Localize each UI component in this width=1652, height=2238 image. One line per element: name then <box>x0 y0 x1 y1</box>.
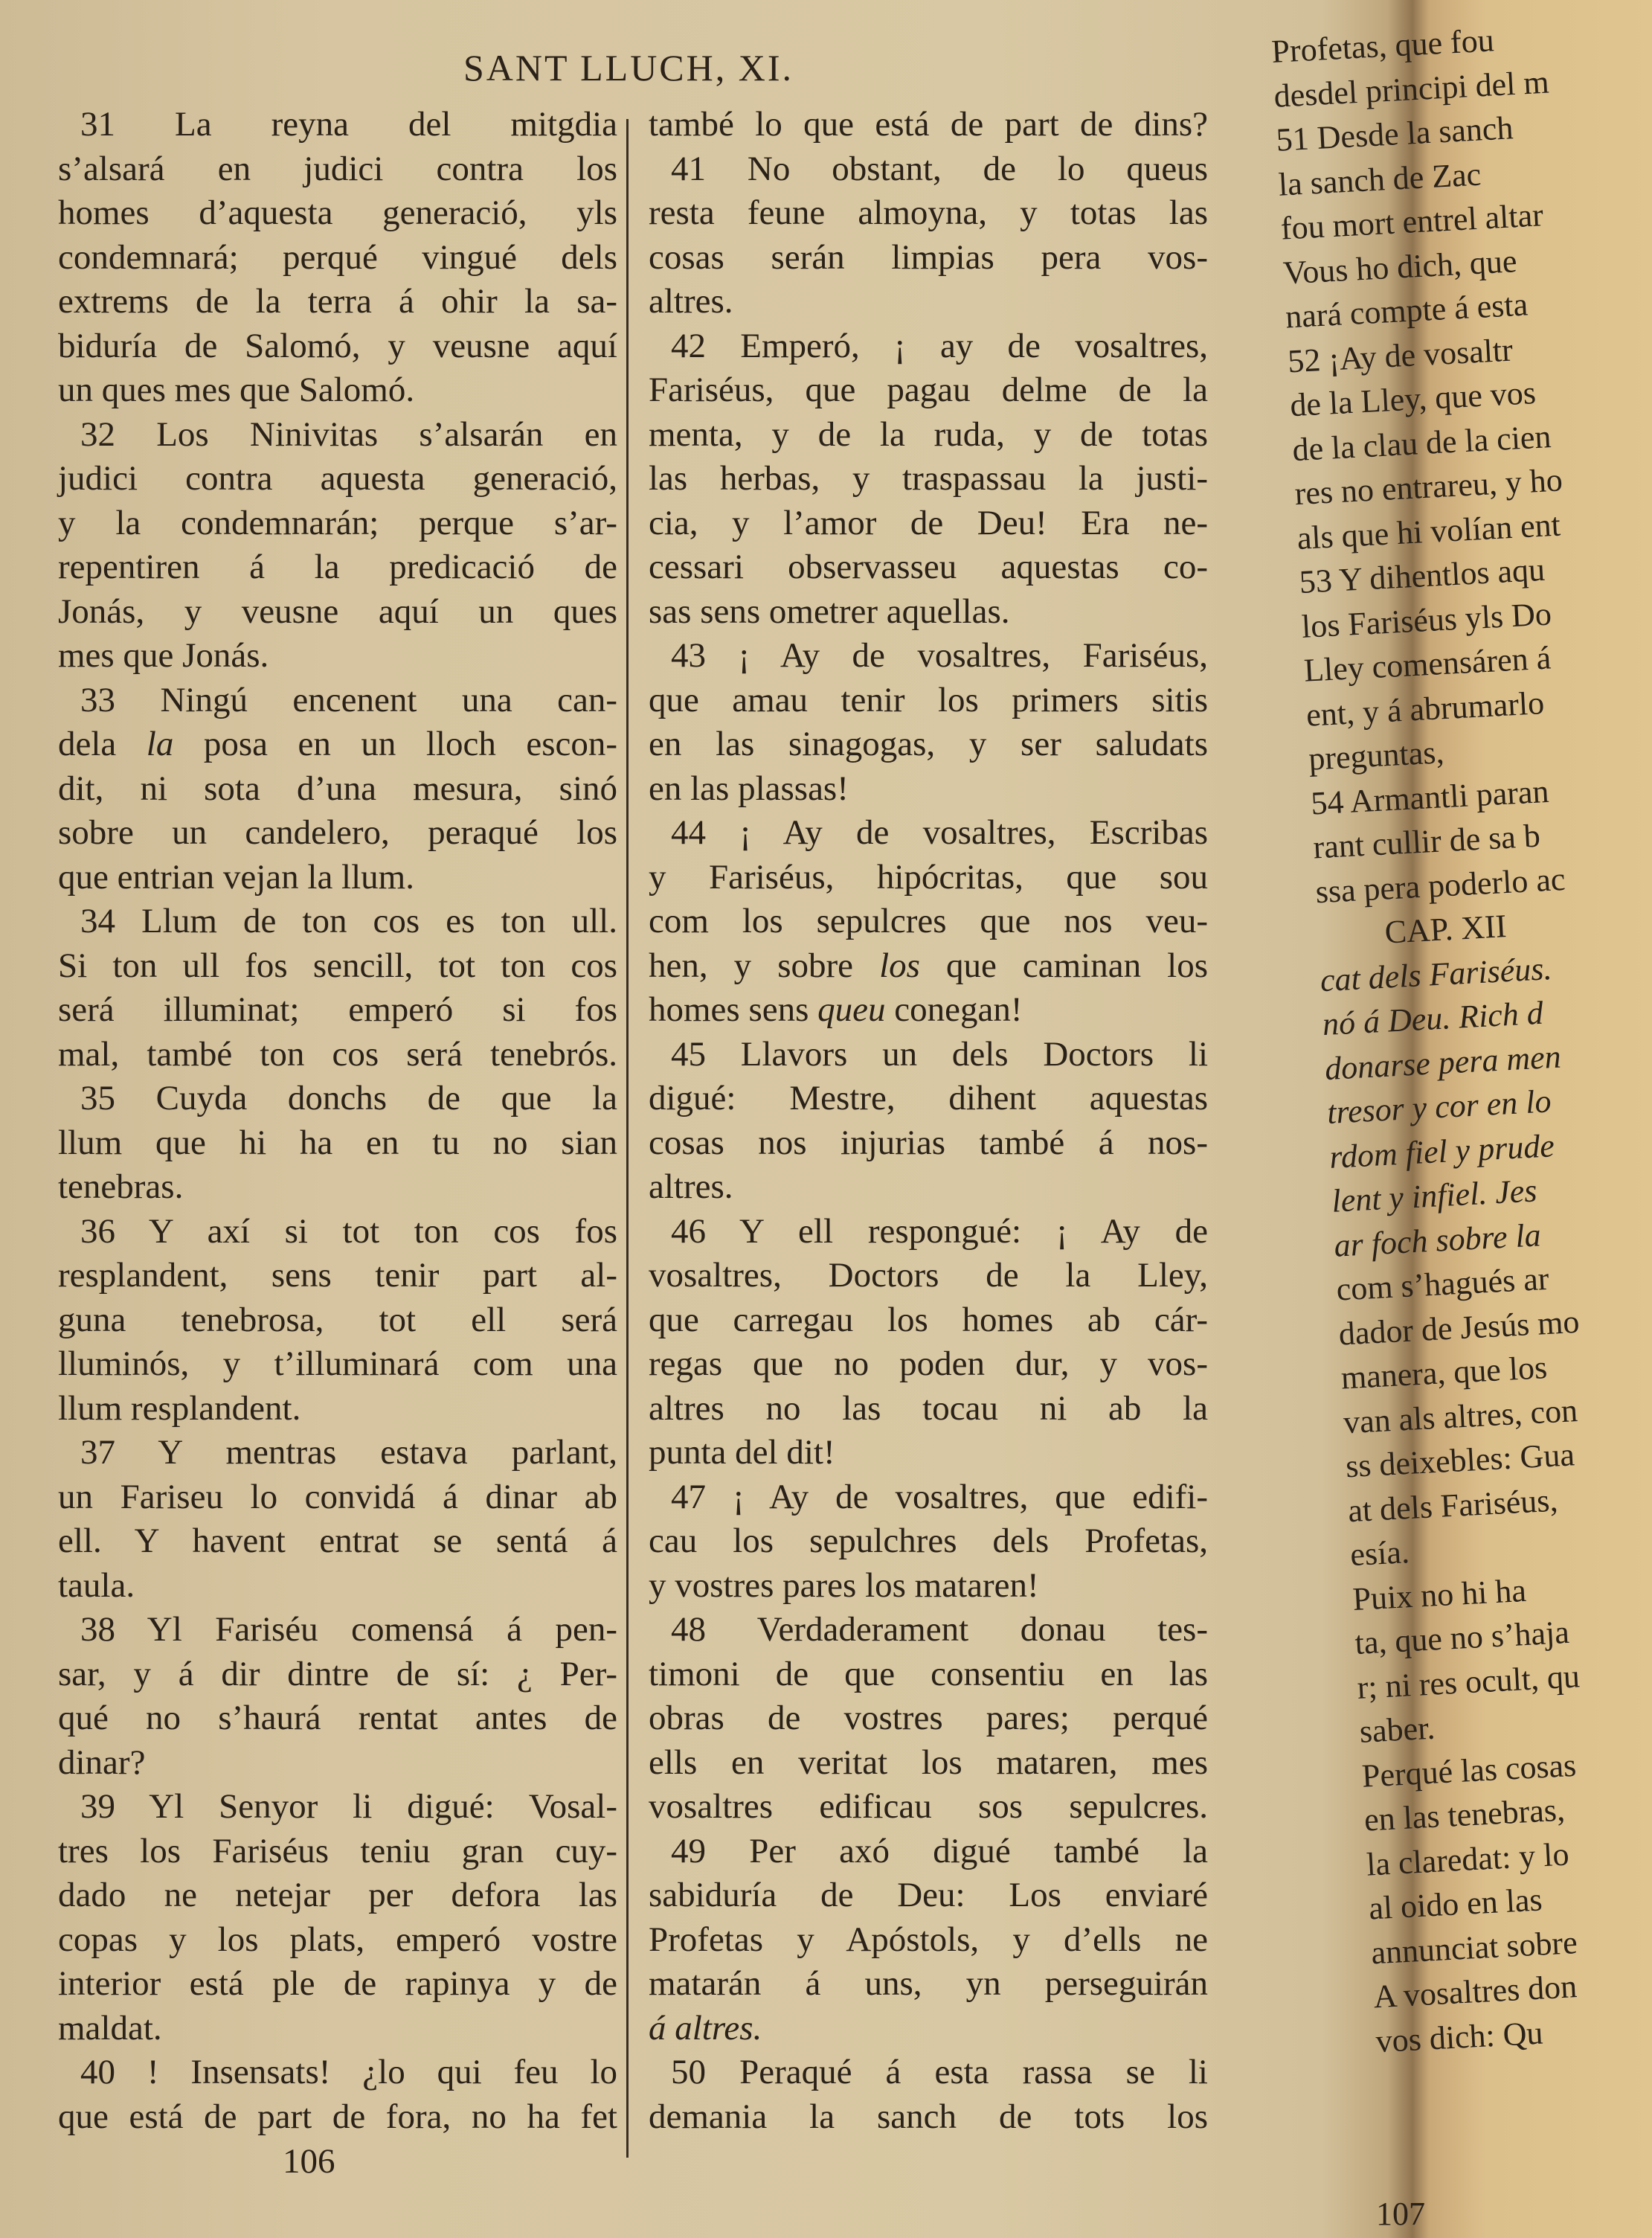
text-line <box>649 988 1208 1033</box>
text-line: digué: Mestre, dihent aquestas <box>649 1079 1208 1118</box>
text-line: r; ni res ocult, qu <box>1356 1657 1581 1706</box>
text-line: taula. <box>58 1565 135 1605</box>
text-line: y la condemnarán; perque s’ar- <box>58 503 617 542</box>
text-line: ta, que no s’haja <box>1354 1613 1570 1661</box>
text-line: als que hi volían ent <box>1296 506 1561 557</box>
text-line: 37 Y mentras estava parlant, <box>80 1433 617 1472</box>
text-line: dador de Jesús mo <box>1337 1303 1581 1353</box>
text-line: punta del dit! <box>649 1433 835 1472</box>
text-line: sar, y á dir dintre de sí: ¿ Per- <box>58 1654 617 1693</box>
text-line: y Fariséus, hipócritas, que sou <box>649 857 1208 897</box>
text-run: dela <box>58 725 147 763</box>
text-run: hen, y sobre <box>649 946 880 985</box>
text-line: sas sens ometrer aquellas. <box>649 591 1010 631</box>
text-line: copas y los plats, emperó vostre <box>58 1920 617 1959</box>
text-line: resplandent, sens tenir part al- <box>58 1256 617 1295</box>
text-line: llum que hi ha en tu no sian <box>58 1123 617 1162</box>
text-line: manera, que los <box>1340 1349 1549 1397</box>
text-line: cia, y l’amor de Deu! Era ne- <box>649 503 1208 542</box>
text-line <box>649 944 1208 989</box>
text-line: altres no las tocau ni ab la <box>649 1388 1208 1428</box>
text-line: Fariséus, que pagau delme de la <box>649 371 1208 409</box>
text-line: 46 Y ell respongué: ¡ Ay de <box>671 1211 1208 1251</box>
text-line: 54 Armantli paran <box>1310 772 1550 822</box>
text-line: desdel principi del m <box>1273 63 1550 115</box>
text-line: resta feune almoyna, y totas las <box>649 193 1208 232</box>
text-line: 35 Cuyda donchs de que la <box>80 1079 617 1118</box>
text-line: vos dich: Qu <box>1375 2014 1544 2059</box>
text-line: repentiren á la predicació de <box>58 548 617 586</box>
text-run: posa en un lloch escon- <box>173 725 617 763</box>
text-line: que está de part de fora, no ha fet <box>58 2097 617 2136</box>
text-line: 33 Ningú encenent una can- <box>80 680 617 719</box>
text-line: ssa pera poderlo ac <box>1314 860 1566 910</box>
text-line: dinar? <box>58 1742 146 1782</box>
text-line: també lo que está de part de dins? <box>649 105 1208 144</box>
text-line: 31 La reyna del mitgdia <box>80 105 617 144</box>
text-line: 36 Y axí si tot ton cos fos <box>80 1211 617 1251</box>
text-line: 38 Yl Fariséu comensá á pen- <box>80 1610 617 1649</box>
text-line: ar foch sobre la <box>1333 1216 1542 1264</box>
text-line: vosaltres, Doctors de la Lley, <box>649 1256 1208 1295</box>
text-line: 41 No obstant, de lo queus <box>671 149 1208 188</box>
text-line: Jonás, y veusne aquí un ques <box>58 591 617 631</box>
text-line: interior está ple de rapinya y de <box>58 1964 617 2003</box>
text-line: 40 ! Insensats! ¿lo qui feu lo <box>80 2053 617 2091</box>
text-line: de la Lley, que vos <box>1289 374 1537 424</box>
text-line: homes d’aquesta generació, yls <box>58 193 617 232</box>
text-line: matarán á uns, yn perseguirán <box>649 1964 1208 2003</box>
text-line: tresor y cor en lo <box>1325 1083 1552 1131</box>
text-line: mal, també ton cos será tenebrós. <box>58 1034 617 1074</box>
text-line: nará compte á esta <box>1284 286 1529 336</box>
text-line: altres. <box>649 1167 733 1206</box>
text-line: en las plassas! <box>649 769 849 808</box>
text-line: cosas serán limpias pera vos- <box>649 237 1208 277</box>
text-line: 32 Los Ninivitas s’alsarán en <box>80 414 617 454</box>
text-line: 47 ¡ Ay de vosaltres, que edifi- <box>671 1477 1208 1516</box>
italic-text: queu <box>817 990 886 1029</box>
text-line: altres. <box>649 282 733 321</box>
text-line: lent y infiel. Jes <box>1331 1172 1538 1219</box>
text-line: Profetas, que fou <box>1270 22 1495 70</box>
text-line: 39 Yl Senyor li digué: Vosal- <box>80 1787 617 1826</box>
text-line <box>58 722 617 767</box>
text-line: 49 Per axó digué també la <box>671 1831 1208 1870</box>
text-line: biduría de Salomó, y veusne aquí <box>58 326 617 365</box>
text-line: rant cullir de sa b <box>1312 817 1541 866</box>
text-line: ent, y á abrumarlo <box>1305 684 1546 734</box>
text-line: A vosaltres don <box>1372 1968 1578 2016</box>
text-line: fou mort entrel altar <box>1279 196 1544 247</box>
text-line: CAP. XII <box>1383 908 1508 951</box>
text-line: 42 Emperó, ¡ ay de vosaltres, <box>671 326 1208 365</box>
text-line: al oido en las <box>1368 1881 1543 1927</box>
facing-page <box>1270 22 1581 2238</box>
text-line: Si ton ull fos sencill, tot ton cos <box>58 946 617 985</box>
text-line: com los sepulcres que nos veu- <box>649 902 1208 940</box>
text-line: Puix no hi ha <box>1352 1571 1527 1617</box>
text-line: com s’hagués ar <box>1335 1260 1550 1308</box>
text-line: dado ne netejar per defora las <box>58 1876 617 1914</box>
text-line: las herbas, y traspassau la justi- <box>649 459 1208 498</box>
text-line: condemnará; perqué vingué dels <box>58 237 617 277</box>
text-line: Lley comensáren á <box>1302 639 1552 689</box>
text-line: de la clau de la cien <box>1291 417 1552 468</box>
text-line: qué no s’haurá rentat antes de <box>58 1699 617 1737</box>
page-number-left: 106 <box>283 2142 335 2181</box>
text-line: 48 Verdaderament donau tes- <box>671 1610 1208 1649</box>
text-line: en las sinagogas, y ser saludats <box>649 725 1208 763</box>
text-line: rdom fiel y prude <box>1328 1126 1555 1176</box>
text-line: 50 Peraqué á esta rassa se li <box>671 2053 1208 2091</box>
text-line: saber. <box>1358 1709 1436 1750</box>
text-line: sobre un candelero, peraqué los <box>58 813 617 852</box>
text-line: ells en veritat los mataren, mes <box>649 1742 1208 1782</box>
text-line: lluminós, y t’illuminará com una <box>58 1344 617 1383</box>
text-line <box>649 2007 1208 2051</box>
italic-text: la <box>146 725 174 763</box>
text-run: conegan! <box>885 990 1023 1029</box>
text-line: mes que Jonás. <box>58 636 269 675</box>
text-line: que carregau los homes ab cár- <box>649 1300 1208 1339</box>
text-line: 43 ¡ Ay de vosaltres, Fariséus, <box>671 636 1208 675</box>
text-line: dit, ni sota d’una mesura, sinó <box>58 769 617 808</box>
text-line: s’alsará en judici contra los <box>58 149 617 188</box>
text-line: nó á Deu. Rich d <box>1321 994 1544 1043</box>
text-line: menta, y de la ruda, y de totas <box>649 414 1208 454</box>
text-line: preguntas, <box>1308 734 1445 777</box>
text-run: que caminan los <box>919 946 1208 985</box>
page-number-right: 107 <box>1376 2196 1425 2232</box>
text-line: en las tenebras, <box>1363 1791 1566 1838</box>
text-line: cau los sepulchres dels Profetas, <box>649 1522 1208 1560</box>
text-line: donarse pera men <box>1323 1037 1562 1087</box>
text-line: at dels Fariséus, <box>1347 1481 1559 1529</box>
text-line: extrems de la terra á ohir la sa- <box>58 282 617 321</box>
text-line: un Fariseu lo convidá á dinar ab <box>58 1477 617 1516</box>
text-line: timoni de que consentiu en las <box>649 1654 1208 1693</box>
text-line: sabiduría de Deu: Los enviaré <box>649 1876 1208 1914</box>
running-header: SANT LLUCH, XI. <box>463 47 794 89</box>
text-line: tres los Fariséus teniu gran cuy- <box>58 1831 617 1870</box>
text-line: tenebras. <box>58 1167 184 1206</box>
text-line: 52 ¡Ay de vosaltr <box>1287 331 1514 379</box>
text-line: cessari observasseu aquestas co- <box>649 548 1208 586</box>
text-line: 53 Y dihentlos aqu <box>1298 551 1546 600</box>
text-line: que amau tenir los primers sitis <box>649 680 1208 719</box>
text-line: vosaltres edificau sos sepulcres. <box>649 1787 1208 1826</box>
left-text-column <box>58 103 617 2139</box>
text-line: annunciat sobre <box>1370 1923 1578 1971</box>
text-line: obras de vostres pares; perqué <box>649 1699 1208 1737</box>
text-line: ell. Y havent entrat se sentá á <box>58 1522 617 1560</box>
text-line: guna tenebrosa, tot ell será <box>58 1300 617 1339</box>
text-line: y vostres pares los mataren! <box>649 1565 1039 1605</box>
text-line: 44 ¡ Ay de vosaltres, Escribas <box>671 813 1208 852</box>
text-line: Profetas y Apóstols, y d’ells ne <box>649 1920 1208 1959</box>
text-line: será illuminat; emperó si fos <box>58 990 617 1029</box>
text-line: judici contra aquesta generació, <box>58 459 617 498</box>
text-line: que entrian vejan la llum. <box>58 857 414 897</box>
text-line: Perqué las cosas <box>1360 1746 1578 1795</box>
text-run: homes sens <box>649 990 818 1029</box>
text-line: la claredat: y lo <box>1365 1835 1570 1883</box>
italic-text: á altres. <box>649 2008 762 2048</box>
text-line: los Fariséus yls Do <box>1300 594 1552 645</box>
text-line: cosas nos injurias també á nos- <box>649 1123 1208 1162</box>
column-divider <box>626 119 629 2158</box>
text-line: llum resplandent. <box>58 1388 301 1428</box>
text-line: ss deixebles: Gua <box>1344 1436 1575 1485</box>
text-line: cat dels Fariséus. <box>1319 949 1553 998</box>
italic-text: los <box>879 946 920 985</box>
text-line: la sanch de Zac <box>1277 155 1482 203</box>
text-line: res no entrareu, y ho <box>1293 461 1563 513</box>
text-line: demania la sanch de tots los <box>649 2097 1208 2136</box>
text-line: regas que no poden dur, y vos- <box>649 1344 1208 1383</box>
text-line: maldat. <box>58 2008 162 2048</box>
text-line: 34 Llum de ton cos es ton ull. <box>80 902 617 940</box>
text-line: un ques mes que Salomó. <box>58 371 415 409</box>
text-line: Vous ho dich, que <box>1282 242 1518 292</box>
text-line: esía. <box>1349 1533 1410 1574</box>
text-line: 45 Llavors un dels Doctors li <box>671 1034 1208 1074</box>
right-text-column <box>649 103 1208 2139</box>
text-line: 51 Desde la sanch <box>1275 109 1514 158</box>
text-line: van als altres, con <box>1342 1391 1579 1440</box>
